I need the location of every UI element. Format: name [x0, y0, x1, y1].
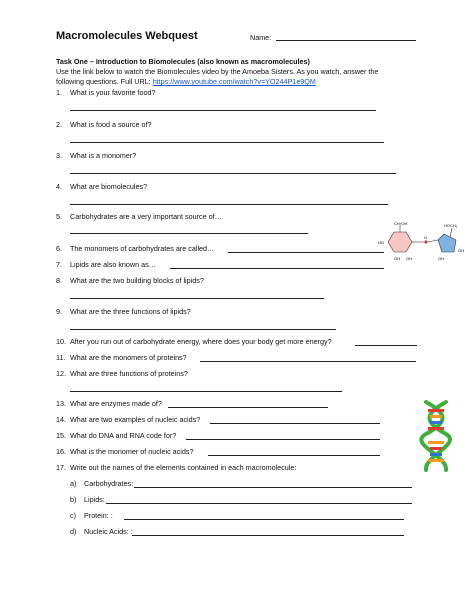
page-title: Macromolecules Webquest: [56, 30, 198, 42]
answer-line-6[interactable]: [228, 252, 384, 253]
question-9: 9. What are the three functions of lipids?: [56, 307, 191, 316]
oh-label-right2: OH: [438, 256, 444, 261]
oh-label-left: OH: [406, 256, 412, 261]
answer-line-13[interactable]: [168, 407, 328, 408]
question-17: 17. Write out the names of the elements contained in each macromolecule:: [56, 463, 297, 472]
element-item-nucleic-acids: d) Nucleic Acids: :: [70, 527, 133, 536]
question-12: 12. What are three functions of proteins?: [56, 369, 188, 378]
hoch2-label: HOCH₂: [444, 223, 458, 228]
question-13: 13. What are enzymes made of?: [56, 399, 162, 408]
element-item-protein: c) Protein: :: [70, 511, 113, 520]
base-pair-5: [428, 441, 444, 444]
answer-line-14[interactable]: [210, 423, 380, 424]
oh-label-right: OH: [458, 248, 464, 253]
base-pair-4: [428, 427, 444, 430]
base-pair-3: [430, 421, 442, 424]
answer-line-2[interactable]: [70, 142, 384, 143]
answer-line-16[interactable]: [208, 455, 380, 456]
question-5: 5. Carbohydrates are a very important source of…: [56, 212, 222, 221]
element-item-carbohydrates: a) Carbohydrates:: [70, 479, 134, 488]
base-pair-7: [430, 453, 442, 456]
base-pair-2: [430, 415, 442, 418]
answer-line-nucleic-acids[interactable]: [132, 535, 404, 536]
answer-line-8[interactable]: [70, 298, 324, 299]
answer-line-4[interactable]: [70, 204, 388, 205]
question-11: 11. What are the monomers of proteins?: [56, 353, 187, 362]
base-pair-6: [430, 447, 442, 450]
question-6: 6. The monomers of carbohydrates are called…: [56, 244, 215, 253]
glucose-ring: [388, 232, 412, 252]
answer-line-protein[interactable]: [124, 519, 404, 520]
question-14: 14. What are two examples of nucleic acids?: [56, 415, 201, 424]
answer-line-11[interactable]: [200, 361, 416, 362]
bridge-oxygen-icon: [424, 240, 427, 243]
sucrose-molecule-image: [372, 218, 472, 268]
base-pair-1: [428, 409, 444, 412]
answer-line-3[interactable]: [70, 173, 396, 174]
fructose-ring: [438, 234, 456, 252]
question-4: 4. What are biomolecules?: [56, 182, 148, 191]
oh-label-left2: OH: [394, 256, 400, 261]
name-field[interactable]: [276, 40, 416, 41]
question-1: 1. What is your favorite food?: [56, 88, 156, 97]
o-label: O: [424, 235, 428, 240]
ch2oh-label: CH₂OH: [394, 221, 408, 226]
name-label: Name:: [250, 33, 272, 42]
question-15: 15. What do DNA and RNA code for?: [56, 431, 177, 440]
answer-line-15[interactable]: [186, 439, 380, 440]
task-intro-line2: [56, 77, 316, 86]
question-10: 10. After you run out of carbohydrate energy, where does your body get more energy?: [56, 337, 332, 346]
answer-line-lipids[interactable]: [106, 503, 412, 504]
task-intro-line1: Use the link below to watch the Biomolecules video by the Amoeba Sisters. As you watch, answer the: [56, 67, 379, 76]
task-intro-text: following questions. Full URL:: [56, 77, 153, 86]
answer-line-7[interactable]: [170, 268, 384, 269]
element-item-lipids: b) Lipids:: [70, 495, 105, 504]
answer-line-9[interactable]: [70, 329, 336, 330]
dna-helix-image: [418, 400, 454, 472]
video-link[interactable]: https://www.youtube.com/watch?v=YO244P1e9QM: [152, 77, 316, 86]
question-3: 3. What is a monomer?: [56, 151, 137, 160]
question-8: 8. What are the two building blocks of lipids?: [56, 276, 204, 285]
answer-line-1[interactable]: [70, 110, 376, 111]
answer-line-carbohydrates[interactable]: [134, 487, 412, 488]
ho-label: HO: [378, 240, 384, 245]
base-pair-8: [428, 459, 444, 462]
answer-line-10[interactable]: [355, 345, 417, 346]
question-16: 16. What is the monomer of nucleic acids?: [56, 447, 194, 456]
question-7: 7. Lipids are also known as…: [56, 260, 156, 269]
answer-line-12[interactable]: [70, 391, 342, 392]
answer-line-5[interactable]: [70, 233, 308, 234]
task-heading: Task One – Introduction to Biomolecules (also known as macromolecules): [56, 57, 310, 66]
question-2: 2. What is food a source of?: [56, 120, 152, 129]
